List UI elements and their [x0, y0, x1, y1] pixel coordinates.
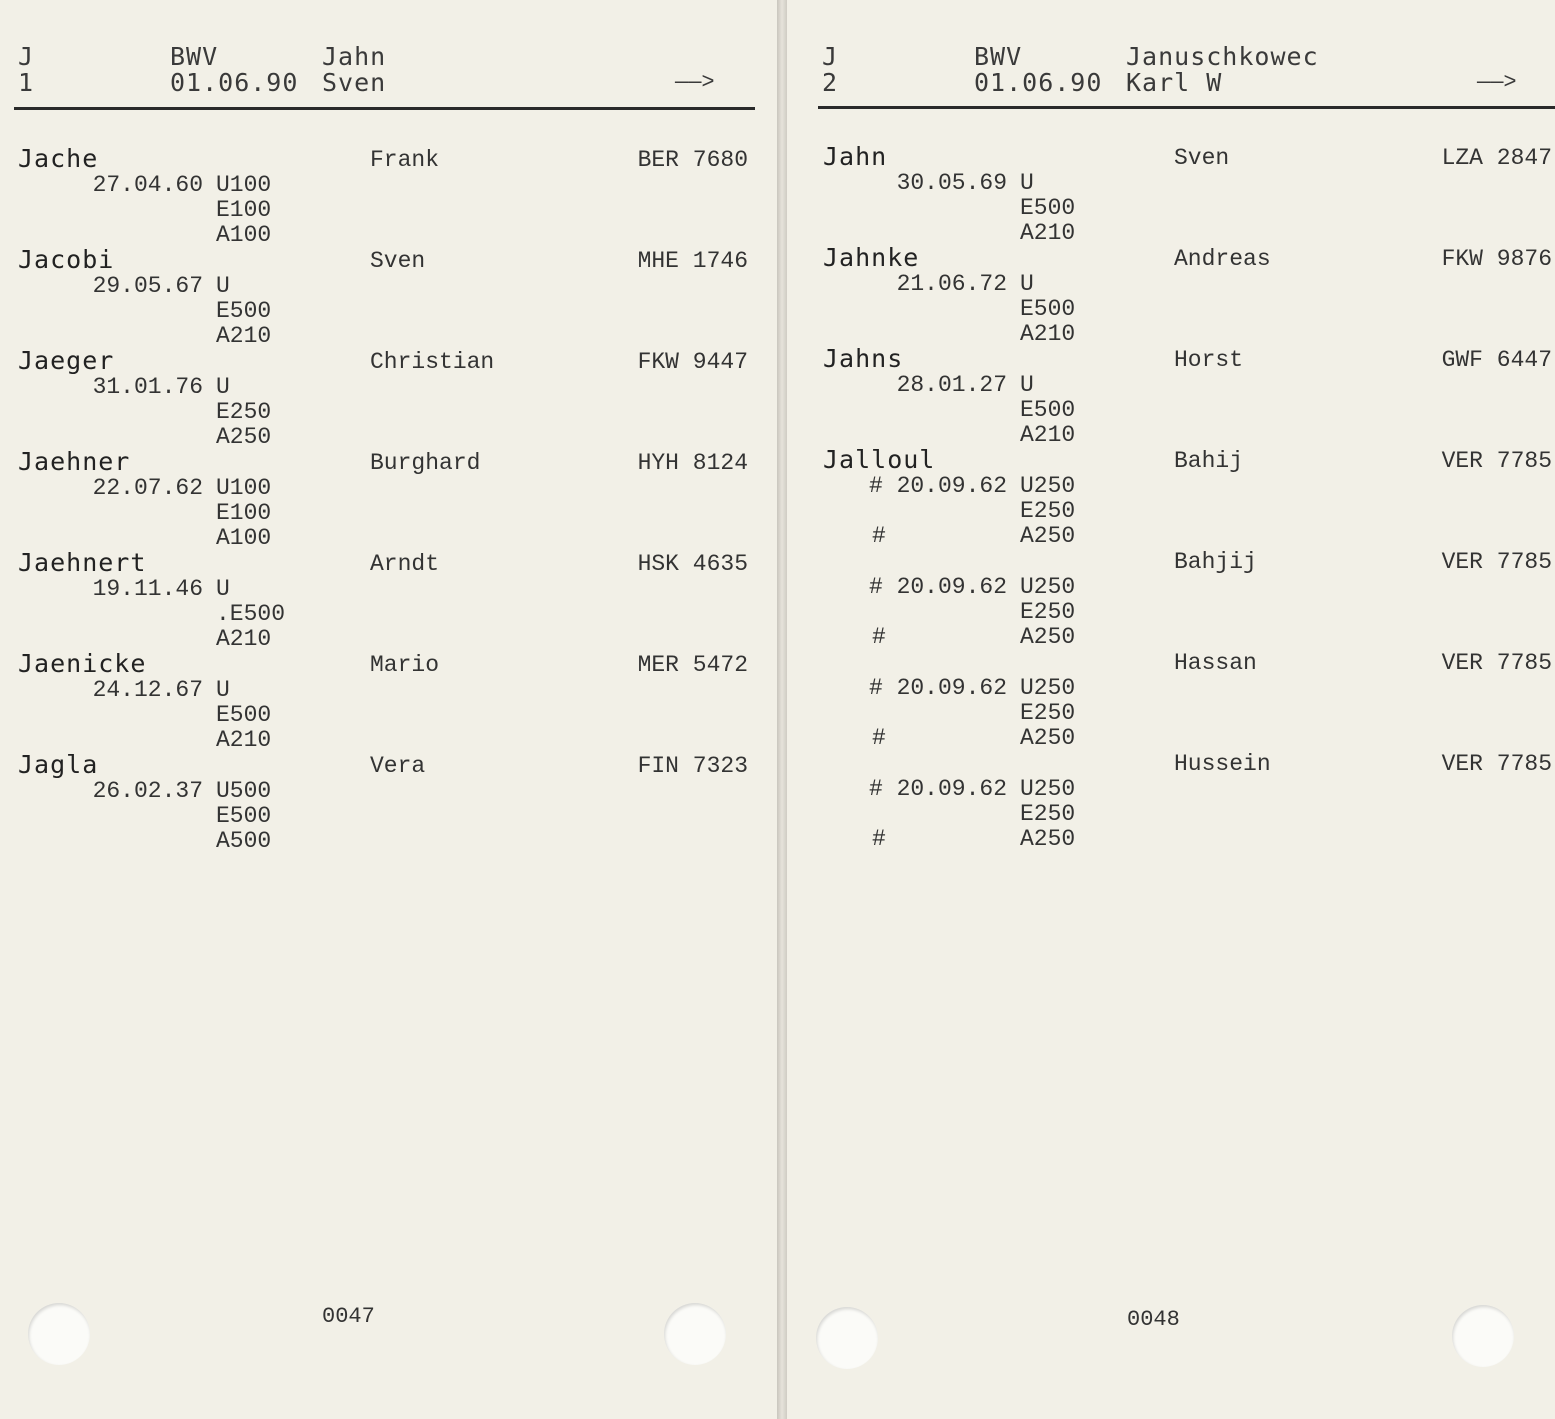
record-date: 21.06.72	[896, 271, 1007, 297]
record-code: U250	[1020, 675, 1076, 701]
record-code: A210	[1020, 220, 1076, 246]
record-code: E250	[1020, 801, 1076, 827]
record-surname: Jahnke	[823, 243, 920, 272]
record-surname: Jaenicke	[18, 649, 147, 678]
record-given-name: Bahjij	[1174, 549, 1257, 575]
record-surname: Jaeger	[18, 346, 115, 375]
record-code: E500	[216, 803, 272, 829]
punch-hole	[664, 1303, 726, 1365]
record-date: 22.07.62	[92, 475, 203, 501]
record-code: E500	[216, 298, 272, 324]
record-code: A210	[216, 727, 272, 753]
record-code: A500	[216, 828, 272, 854]
record-date: 19.11.46	[92, 576, 203, 602]
record-mark: #	[872, 725, 886, 751]
header-date: 01.06.90	[974, 68, 1103, 97]
left-page	[0, 0, 777, 1419]
record-date: 29.05.67	[92, 273, 203, 299]
record-given-name: Burghard	[370, 450, 481, 476]
record-code: U	[216, 273, 230, 299]
record-reference: FKW 9447	[637, 349, 748, 375]
record-code: A210	[1020, 321, 1076, 347]
record-code: U250	[1020, 574, 1076, 600]
record-code: E250	[1020, 700, 1076, 726]
record-code: E500	[1020, 195, 1076, 221]
record-reference: HSK 4635	[637, 551, 748, 577]
record-date: 26.02.37	[92, 778, 203, 804]
record-reference: GWF 6447	[1441, 347, 1552, 373]
header-code: BWV	[974, 42, 1023, 71]
record-code: .E500	[216, 601, 286, 627]
record-mark: #	[872, 624, 886, 650]
record-reference: VER 7785	[1441, 549, 1552, 575]
continue-arrow: ——>	[675, 70, 715, 95]
continue-arrow: ——>	[1477, 70, 1517, 95]
record-reference: VER 7785	[1441, 751, 1552, 777]
record-code: U	[216, 374, 230, 400]
header-number: 1	[18, 68, 35, 97]
record-mark: #	[872, 826, 886, 852]
record-code: U250	[1020, 776, 1076, 802]
record-code: A100	[216, 525, 272, 551]
punch-hole	[28, 1303, 90, 1365]
punch-hole	[1452, 1305, 1514, 1367]
record-code: A100	[216, 222, 272, 248]
record-reference: FIN 7323	[637, 753, 748, 779]
record-reference: HYH 8124	[637, 450, 748, 476]
header-rule	[818, 106, 1555, 109]
record-code: E100	[216, 197, 272, 223]
record-reference: LZA 2847	[1441, 145, 1552, 171]
record-code: U500	[216, 778, 272, 804]
record-given-name: Sven	[370, 248, 426, 274]
header-letter: J	[822, 42, 839, 71]
header-first-name: Karl W	[1126, 68, 1223, 97]
record-code: E250	[216, 399, 272, 425]
record-mark: #	[872, 523, 886, 549]
record-reference: MER 5472	[637, 652, 748, 678]
record-code: U	[216, 576, 230, 602]
header-letter: J	[18, 42, 35, 71]
right-page	[787, 0, 1555, 1419]
record-code: A250	[216, 424, 272, 450]
punch-hole	[816, 1307, 878, 1369]
record-surname: Jacobi	[18, 245, 115, 274]
record-code: U100	[216, 475, 272, 501]
record-surname: Jache	[18, 144, 99, 173]
record-date: 27.04.60	[92, 172, 203, 198]
record-code: U	[1020, 372, 1034, 398]
record-given-name: Hassan	[1174, 650, 1257, 676]
header-code: BWV	[170, 42, 219, 71]
record-code: A250	[1020, 725, 1076, 751]
record-given-name: Vera	[370, 753, 426, 779]
record-reference: FKW 9876	[1441, 246, 1552, 272]
record-surname: Jahn	[823, 142, 888, 171]
header-first-name: Sven	[322, 68, 387, 97]
header-last-name: Januschkowec	[1126, 42, 1319, 71]
record-code: A210	[1020, 422, 1076, 448]
record-date: # 20.09.62	[868, 473, 1007, 499]
record-code: E500	[1020, 296, 1076, 322]
header-date: 01.06.90	[170, 68, 299, 97]
header-last-name: Jahn	[322, 42, 387, 71]
record-reference: BER 7680	[637, 147, 748, 173]
record-code: U250	[1020, 473, 1076, 499]
record-code: A250	[1020, 624, 1076, 650]
record-code: A250	[1020, 523, 1076, 549]
record-code: U100	[216, 172, 272, 198]
record-date: # 20.09.62	[868, 776, 1007, 802]
record-code: U	[1020, 271, 1034, 297]
record-reference: VER 7785	[1441, 448, 1552, 474]
record-date: # 20.09.62	[868, 675, 1007, 701]
record-date: 28.01.27	[896, 372, 1007, 398]
page-number: 0048	[1127, 1307, 1180, 1332]
record-surname: Jahns	[823, 344, 904, 373]
record-code: A210	[216, 323, 272, 349]
record-code: U	[216, 677, 230, 703]
page-gutter	[777, 0, 787, 1419]
page-number: 0047	[322, 1304, 375, 1329]
record-given-name: Hussein	[1174, 751, 1271, 777]
record-given-name: Bahij	[1174, 448, 1244, 474]
record-given-name: Sven	[1174, 145, 1230, 171]
header-rule	[14, 107, 755, 110]
record-date: 24.12.67	[92, 677, 203, 703]
record-code: A210	[216, 626, 272, 652]
record-given-name: Christian	[370, 349, 495, 375]
record-given-name: Arndt	[370, 551, 440, 577]
record-code: E250	[1020, 498, 1076, 524]
record-given-name: Frank	[370, 147, 440, 173]
record-given-name: Andreas	[1174, 246, 1271, 272]
record-surname: Jaehnert	[18, 548, 147, 577]
record-date: 31.01.76	[92, 374, 203, 400]
record-code: E250	[1020, 599, 1076, 625]
record-reference: MHE 1746	[637, 248, 748, 274]
header-number: 2	[822, 68, 839, 97]
record-surname: Jaehner	[18, 447, 131, 476]
record-surname: Jalloul	[823, 445, 936, 474]
record-reference: VER 7785	[1441, 650, 1552, 676]
record-date: # 20.09.62	[868, 574, 1007, 600]
record-code: E100	[216, 500, 272, 526]
record-given-name: Mario	[370, 652, 440, 678]
record-code: E500	[216, 702, 272, 728]
record-code: A250	[1020, 826, 1076, 852]
record-surname: Jagla	[18, 750, 99, 779]
record-code: E500	[1020, 397, 1076, 423]
record-date: 30.05.69	[896, 170, 1007, 196]
record-code: U	[1020, 170, 1034, 196]
record-given-name: Horst	[1174, 347, 1244, 373]
